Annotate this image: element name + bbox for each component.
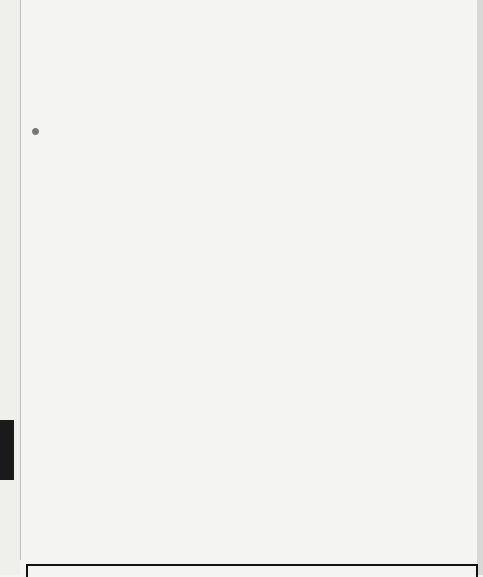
adjacent-column-edge xyxy=(0,0,20,575)
news-article xyxy=(26,6,474,554)
watermark-stamp xyxy=(176,404,426,426)
column-divider xyxy=(20,0,21,560)
right-page-edge xyxy=(477,0,483,575)
bullet-dot-icon xyxy=(32,128,39,135)
article-byline xyxy=(26,124,474,142)
adjacent-column-black-box xyxy=(0,420,14,480)
article-headline xyxy=(26,6,474,118)
next-article-box xyxy=(26,564,478,577)
